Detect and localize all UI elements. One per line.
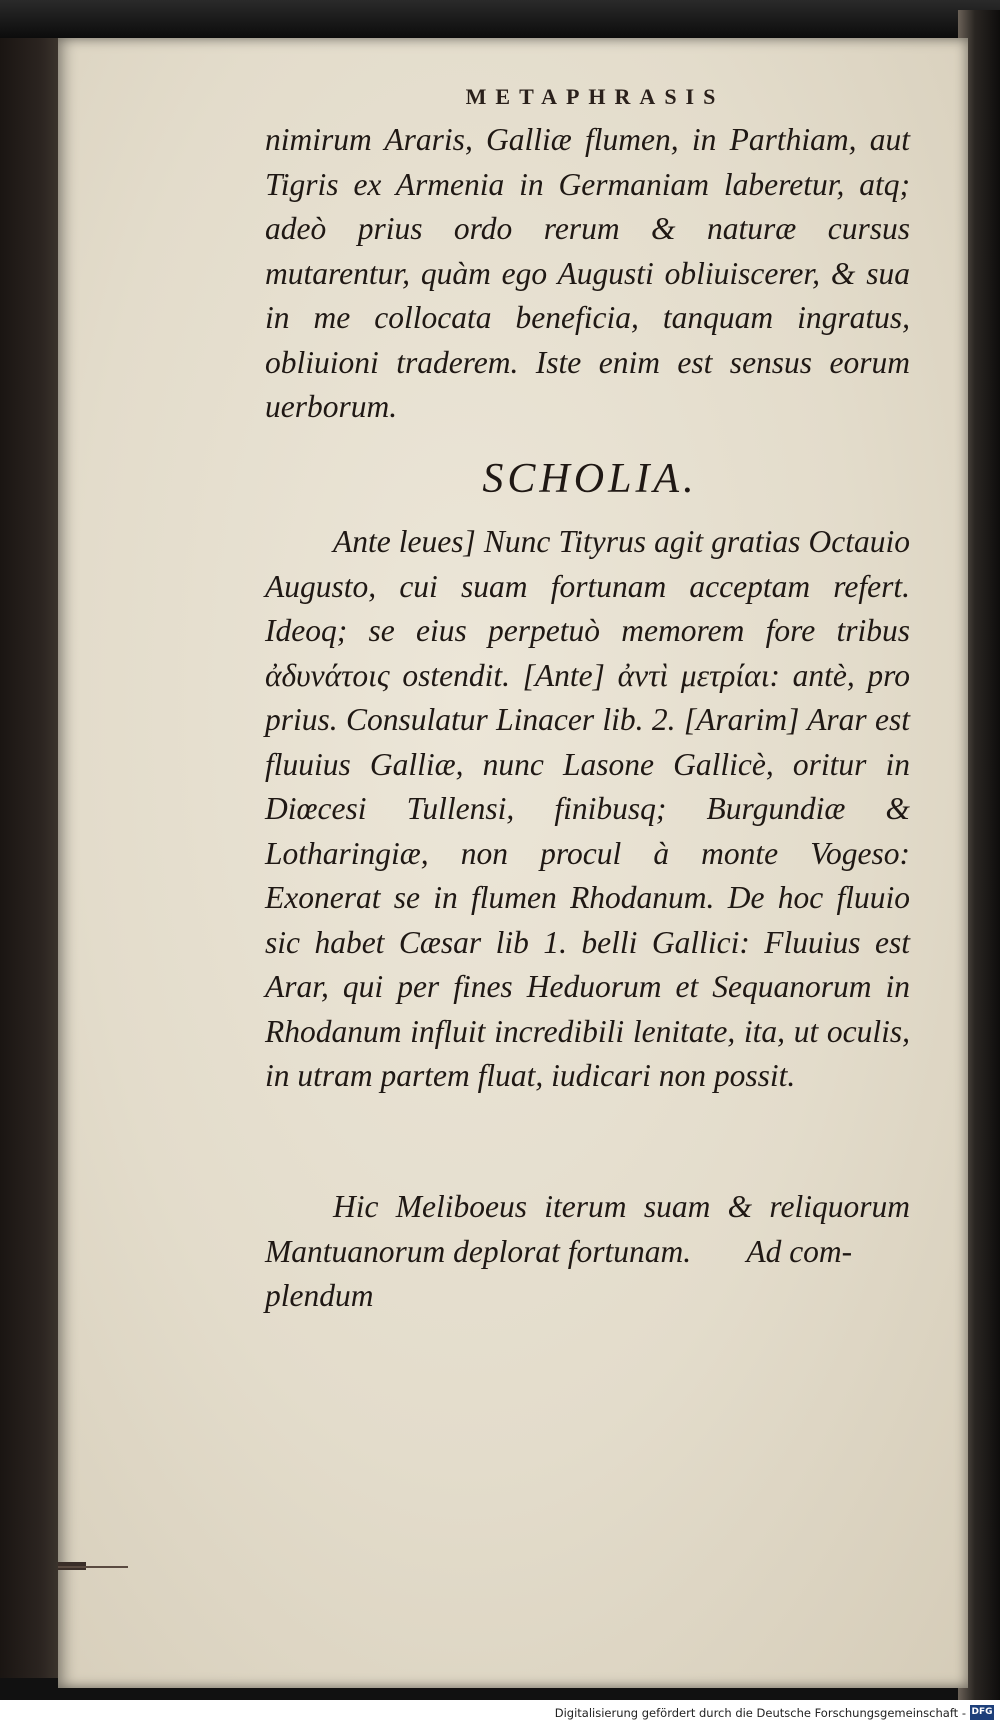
catchword: plendum (265, 1278, 374, 1313)
running-head: METAPHRASIS (465, 84, 725, 109)
binding-thread (58, 1566, 128, 1568)
scholia-heading: SCHOLIA. (482, 456, 698, 502)
dfg-logo: DFG (970, 1705, 994, 1720)
meliboeus-text: Hic Meliboeus iterum suam & reliquorum Mantuanorum deplorat fortunam. (265, 1189, 910, 1269)
metaphrasis-text: nimirum Araris, Galliæ flumen, in Parthiam, aut Tigris ex Armenia in Germaniam laberetur, atq; adeò prius ordo rerum & naturæ cursus mutarentur, quàm ego Augusti obliuiscerer, & sua in me collocata beneficia, tanquam ingratus, obliuioni traderem. Iste enim est sensus eorum uerborum. (265, 122, 910, 424)
book-cover-left (0, 38, 58, 1678)
scholia-text: Ante leues] Nunc Tityrus agit gratias Octauio Augusto, cui suam fortunam acceptam refert. Ideoq; se eius perpetuò memorem fore tribus ἀδυνάτοις ostendit. [Ante] ἀντὶ μετρίαι: antè, pro prius. Consulatur Linacer lib. 2. [Ararim] Arar est fluuius Galliæ, nunc Lasone Gallicè, oritur in Diœcesi Tullensi, finibusq; Burgundiæ & Lotharingiæ, non procul à monte Vogeso: Exonerat se in flumen Rhodanum. De hoc fluuio sic habet Cæsar lib 1. belli Gallici: Fluuius est Arar, qui per fines Heduorum et Sequanorum in Rhodanum influit incredibili lenitate, ita, ut oculis, in utram partem fluat, iudicari non possit. (265, 524, 910, 1093)
footer-credit: Digitalisierung gefördert durch die Deutsche Forschungsgemeinschaft - (554, 1706, 966, 1720)
scanner-top-band (0, 0, 1000, 38)
meliboeus-tail: Ad com- (746, 1233, 853, 1269)
meliboeus-paragraph (265, 1185, 910, 1319)
metaphrasis-paragraph (265, 118, 910, 430)
scholia-paragraph (265, 520, 910, 1099)
